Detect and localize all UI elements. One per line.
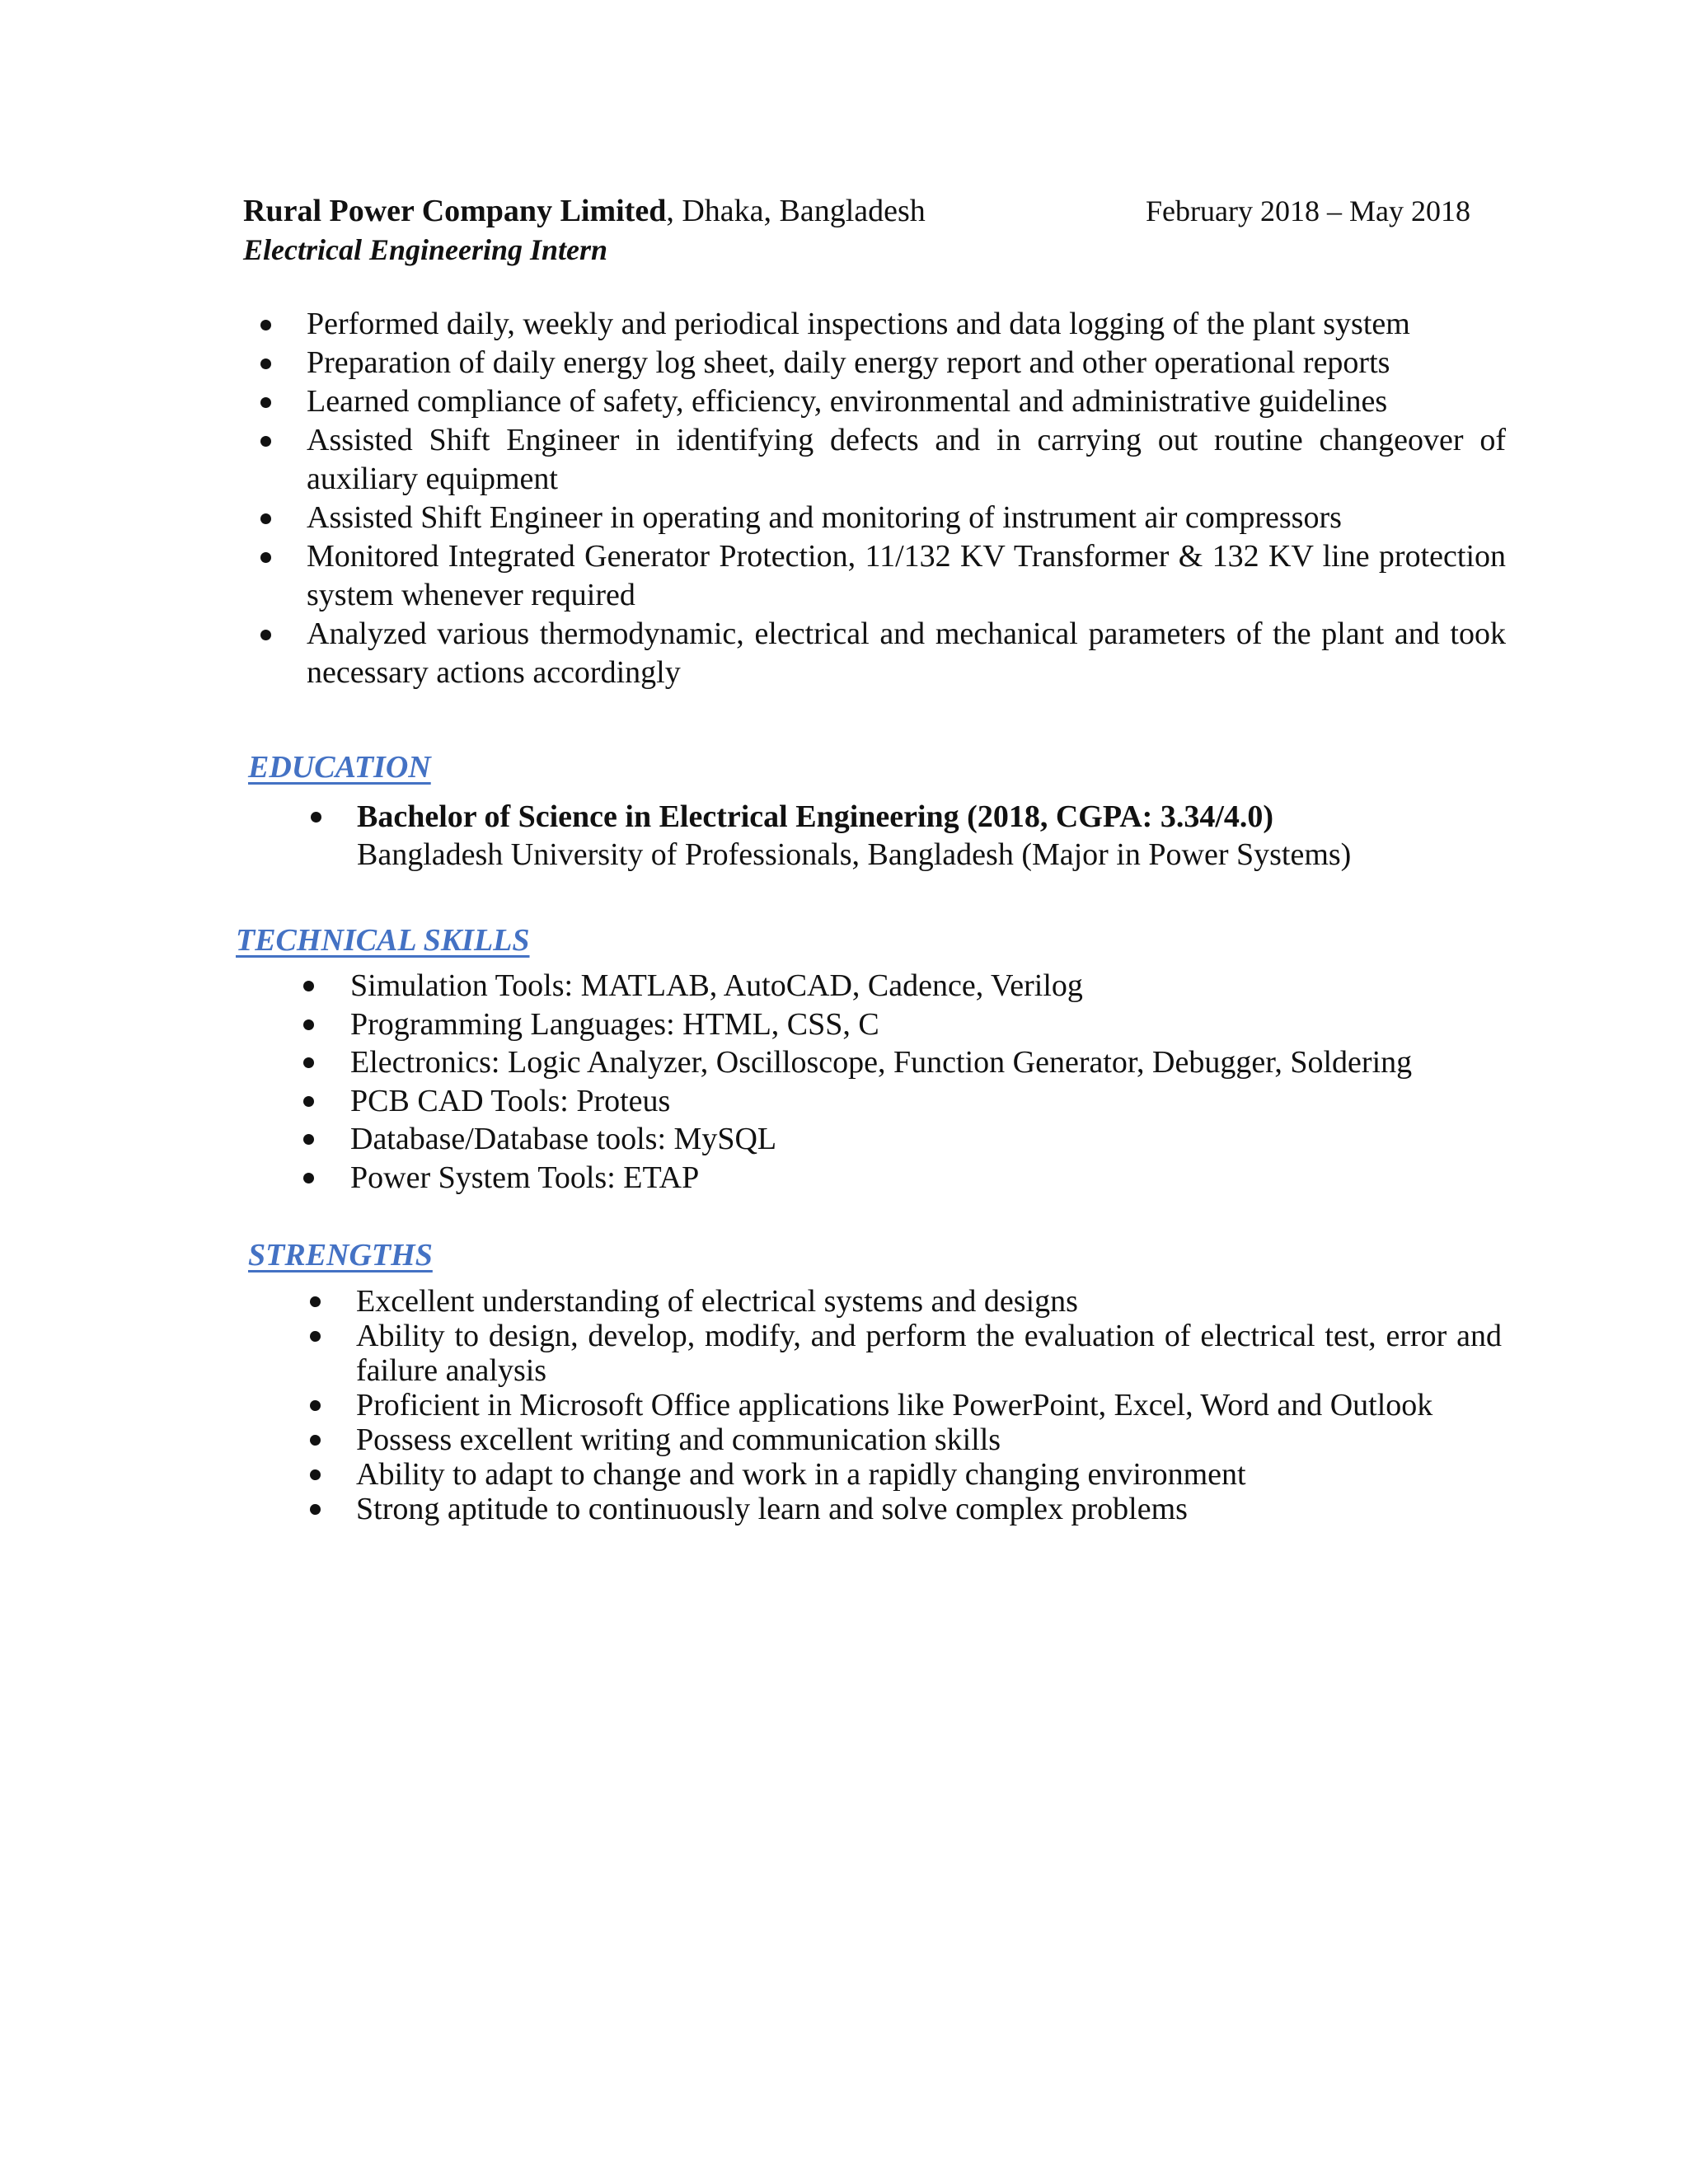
bullet-icon <box>311 812 321 823</box>
bullet-icon <box>303 1019 314 1030</box>
job-duties-list <box>307 305 1506 692</box>
list-item <box>356 1284 1502 1319</box>
duty-text: Learned compliance of safety, efficiency, environmental and administrative guidelines <box>307 384 1388 419</box>
school-name: Bangladesh University of Professionals, Bangladesh (Major in Power Systems) <box>357 837 1352 872</box>
employment-dates: February 2018 – May 2018 <box>1146 194 1470 227</box>
bullet-icon <box>260 320 271 330</box>
list-item <box>307 344 1506 382</box>
degree-title: Bachelor of Science in Electrical Engineering (2018, CGPA: 3.34/4.0) <box>357 799 1274 834</box>
duty-text: Assisted Shift Engineer in identifying defects and in carrying out routine changeover of auxiliary equipment <box>307 423 1506 496</box>
job-title: Electrical Engineering Intern <box>243 233 608 266</box>
list-item <box>307 382 1506 421</box>
strength-text: Strong aptitude to continuously learn and solve complex problems <box>356 1492 1188 1526</box>
strength-text: Excellent understanding of electrical systems and designs <box>356 1284 1078 1319</box>
bullet-icon <box>303 1057 314 1068</box>
technical-skills-heading: TECHNICAL SKILLS <box>236 923 530 958</box>
strength-text: Ability to adapt to change and work in a rapidly changing environment <box>356 1457 1246 1492</box>
education-list <box>357 798 1511 874</box>
bullet-icon <box>260 436 271 447</box>
list-item <box>307 305 1506 344</box>
list-item <box>307 499 1506 537</box>
strengths-list <box>356 1284 1502 1526</box>
list-item <box>356 1319 1502 1388</box>
skill-text: Power System Tools: ETAP <box>350 1160 700 1195</box>
duty-text: Performed daily, weekly and periodical inspections and data logging of the plant system <box>307 307 1410 341</box>
bullet-icon <box>310 1435 321 1446</box>
bullet-icon <box>303 1134 314 1145</box>
list-item <box>356 1388 1502 1422</box>
list-item <box>356 1422 1502 1457</box>
strength-text: Possess excellent writing and communication skills <box>356 1422 1001 1457</box>
bullet-icon <box>260 359 271 369</box>
duty-text: Monitored Integrated Generator Protection, 11/132 KV Transformer & 132 KV line protection system whenever required <box>307 539 1506 612</box>
list-item <box>350 967 1504 1005</box>
bullet-icon <box>310 1296 321 1307</box>
bullet-icon <box>303 1173 314 1183</box>
strength-text: Proficient in Microsoft Office applications like PowerPoint, Excel, Word and Outlook <box>356 1388 1433 1422</box>
skill-text: Simulation Tools: MATLAB, AutoCAD, Cadence, Verilog <box>350 968 1083 1003</box>
list-item <box>356 1492 1502 1526</box>
bullet-icon <box>310 1469 321 1480</box>
list-item <box>357 798 1511 874</box>
bullet-icon <box>303 1096 314 1107</box>
duty-text: Analyzed various thermodynamic, electrical and mechanical parameters of the plant and took necessary actions accordingly <box>307 616 1506 690</box>
bullet-icon <box>260 513 271 524</box>
bullet-icon <box>310 1331 321 1342</box>
list-item <box>307 615 1506 692</box>
skills-list <box>350 967 1504 1197</box>
list-item <box>356 1457 1502 1492</box>
strengths-heading: STRENGTHS <box>248 1238 433 1272</box>
bullet-icon <box>260 630 271 640</box>
duty-text: Assisted Shift Engineer in operating and monitoring of instrument air compressors <box>307 500 1342 535</box>
list-item <box>350 1005 1504 1044</box>
bullet-icon <box>310 1504 321 1515</box>
duty-text: Preparation of daily energy log sheet, daily energy report and other operational reports <box>307 345 1390 380</box>
list-item <box>307 537 1506 615</box>
education-heading: EDUCATION <box>248 750 431 785</box>
skill-text: PCB CAD Tools: Proteus <box>350 1083 671 1118</box>
list-item <box>307 421 1506 499</box>
list-item <box>350 1082 1504 1121</box>
bullet-icon <box>260 552 271 563</box>
list-item <box>350 1159 1504 1197</box>
bullet-icon <box>260 397 271 408</box>
company-name: Rural Power Company Limited <box>243 194 667 228</box>
bullet-icon <box>303 981 314 991</box>
job-header <box>243 191 1479 269</box>
bullet-icon <box>310 1400 321 1411</box>
company-location: , Dhaka, Bangladesh <box>666 194 926 228</box>
skill-text: Programming Languages: HTML, CSS, C <box>350 1006 879 1042</box>
skill-text: Electronics: Logic Analyzer, Oscilloscope, Function Generator, Debugger, Soldering <box>350 1045 1413 1080</box>
skill-text: Database/Database tools: MySQL <box>350 1122 777 1156</box>
list-item <box>350 1120 1504 1159</box>
strength-text: Ability to design, develop, modify, and perform the evaluation of electrical test, error and failure analysis <box>356 1319 1502 1388</box>
list-item <box>350 1043 1504 1082</box>
